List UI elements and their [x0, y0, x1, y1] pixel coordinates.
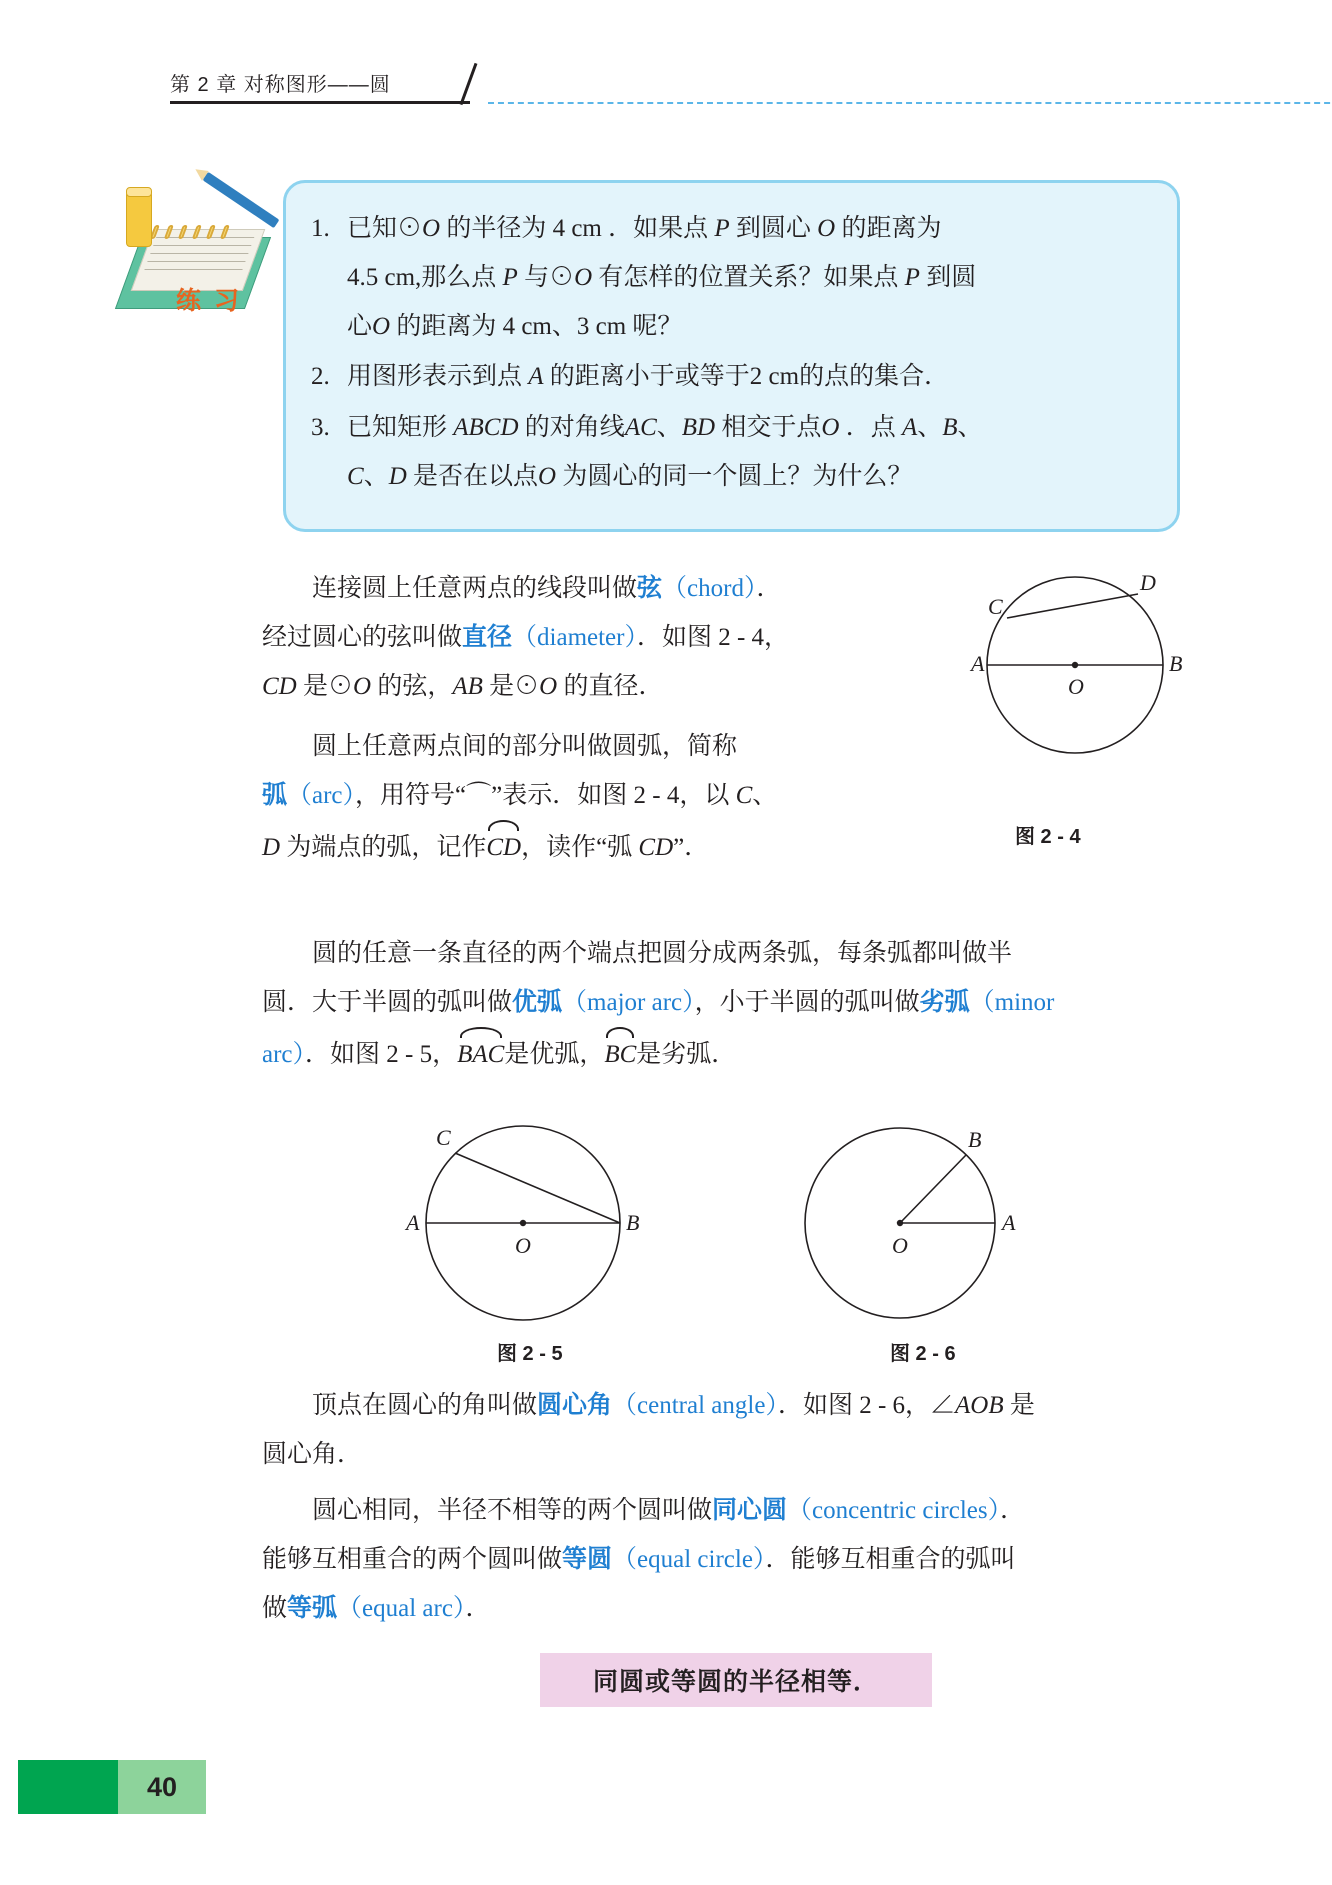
- svg-text:A: A: [1002, 1210, 1016, 1235]
- header-rule: [170, 101, 470, 104]
- list-item: [311, 205, 1156, 351]
- practice-item-text: [347, 353, 1156, 402]
- figure-2-6-caption: 图 2 - 6: [890, 1343, 956, 1365]
- pencil-cup-rim: [126, 187, 152, 197]
- paragraph-central-angle: [262, 1382, 1197, 1480]
- svg-text:C: C: [436, 1125, 451, 1150]
- chapter-title: 第 2 章 对称图形——圆: [170, 74, 391, 96]
- svg-text:D: D: [1140, 570, 1156, 595]
- page-number: 40: [118, 1760, 206, 1814]
- text-line: 弧（arc），用符号“⌒”表示．如图 2 - 4，以 C、: [262, 781, 778, 809]
- figure-2-4: [935, 570, 1225, 765]
- practice-line: 心O 的距离为 4 cm、3 cm 呢？: [347, 312, 683, 340]
- practice-item-number: 3.: [311, 414, 330, 441]
- paragraph-concentric-equal: [262, 1487, 1197, 1633]
- pencil-cup: [126, 191, 152, 247]
- practice-line: 4.5 cm,那么点 P 与⊙O 有怎样的位置关系？如果点 P 到圆: [347, 263, 977, 291]
- list-item: [311, 404, 1156, 502]
- figure-2-6: [770, 1105, 1030, 1340]
- figure-2-5-svg: [400, 1105, 660, 1335]
- svg-text:A: A: [971, 651, 985, 676]
- text-line: 圆的任意一条直径的两个端点把圆分成两条弧，每条弧都叫做半: [312, 940, 1013, 967]
- text-line: 圆心角．: [262, 1440, 363, 1468]
- figure-2-5-caption: 图 2 - 5: [497, 1343, 563, 1365]
- notebook-lines: [140, 237, 255, 283]
- page-header: [170, 68, 1180, 108]
- header-slash-decoration: [460, 63, 478, 105]
- figure-2-4-svg: [935, 570, 1225, 760]
- pen-icon: [203, 172, 280, 228]
- key-conclusion-box: 同圆或等圆的半径相等．: [540, 1653, 932, 1707]
- text-line: 顶点在圆心的角叫做圆心角（central angle）．如图 2 - 6，∠AOB 是: [312, 1392, 1035, 1419]
- practice-line: 用图形表示到点 A 的距离小于或等于2 cm的点的集合．: [347, 363, 950, 391]
- paragraph-chord-diameter: [262, 565, 927, 711]
- text-line: 做等弧（equal arc）．: [262, 1594, 491, 1622]
- figure-2-5: [400, 1105, 660, 1340]
- text-line: D 为端点的弧，记作CD，读作“弧 CD”．: [262, 821, 927, 873]
- svg-text:B: B: [968, 1127, 982, 1152]
- svg-text:A: A: [406, 1210, 420, 1235]
- practice-line: 已知⊙O 的半径为 4 cm ．如果点 P 到圆心 O 的距离为: [347, 215, 942, 242]
- text-line: arc）．如图 2 - 5，BAC是优弧，BC是劣弧．: [262, 1028, 1197, 1080]
- figure-2-4-caption: 图 2 - 4: [1015, 826, 1081, 848]
- text-line: 经过圆心的弦叫做直径（diameter）．如图 2 - 4，: [262, 623, 790, 651]
- svg-text:B: B: [626, 1210, 640, 1235]
- text-line: 连接圆上任意两点的线段叫做弦（chord）．: [312, 575, 782, 602]
- header-dashed-line: [488, 102, 1332, 104]
- footer-green-bar: [18, 1760, 118, 1814]
- svg-text:C: C: [988, 594, 1003, 619]
- text-line: 圆．大于半圆的弧叫做优弧（major arc），小于半圆的弧叫做劣弧（minor: [262, 988, 1055, 1016]
- text-line: 圆心相同，半径不相等的两个圆叫做同心圆（concentric circles）．: [312, 1497, 1026, 1524]
- practice-notebook-icon: [120, 185, 285, 330]
- practice-line: C、D 是否在以点O 为圆心的同一个圆上？为什么？: [347, 462, 913, 490]
- practice-item-number: 2.: [311, 363, 330, 391]
- practice-item-text: [347, 205, 1156, 351]
- svg-text:O: O: [515, 1233, 531, 1258]
- svg-text:O: O: [892, 1233, 908, 1258]
- practice-line: 已知矩形 ABCD 的对角线AC、BD 相交于点O ．点 A、B、: [347, 414, 983, 441]
- practice-item-text: [347, 404, 1156, 502]
- text-line: 圆上任意两点间的部分叫做圆弧，简称: [312, 733, 738, 760]
- list-item: [311, 353, 1156, 402]
- practice-exercise-box: [283, 180, 1180, 532]
- practice-icon-label: 练 习: [176, 287, 242, 315]
- text-line: 能够互相重合的两个圆叫做等圆（equal circle）．能够互相重合的弧叫: [262, 1545, 1016, 1573]
- figure-2-6-svg: [770, 1105, 1030, 1335]
- paragraph-major-minor-arc: [262, 930, 1197, 1079]
- paragraph-arc-definition: [262, 723, 927, 872]
- svg-text:O: O: [1068, 674, 1084, 699]
- practice-item-list: [311, 205, 1156, 504]
- svg-text:B: B: [1169, 651, 1183, 676]
- text-line: CD 是⊙O 的弦，AB 是⊙O 的直径．: [262, 672, 664, 700]
- practice-item-number: 1.: [311, 215, 330, 242]
